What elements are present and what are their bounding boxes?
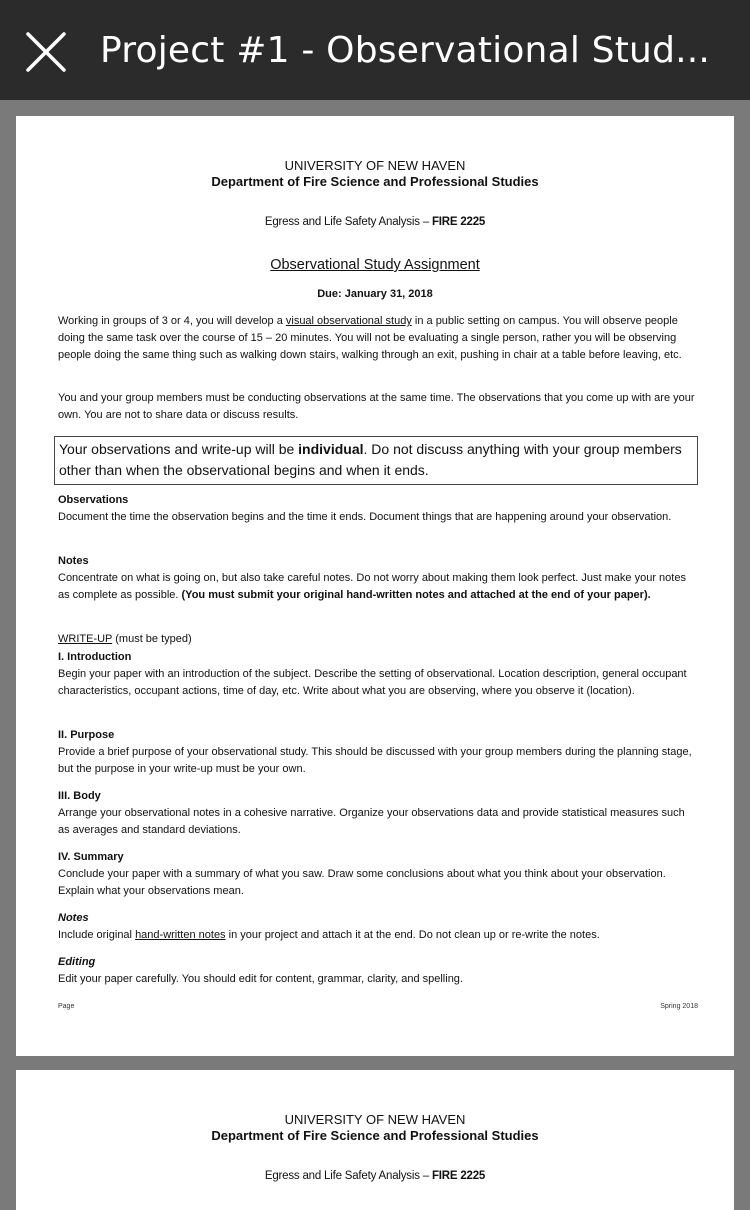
intro-paragraph-1: Working in groups of 3 or 4, you will develop a visual observational study in a public setting on campus. You will observe people doing the same task over the course of 15 – 20 minutes. You will not be evaluating a single person, rather you will be observing people doing the same thing such as walking down stairs, walking through an exit, pushing in chair at a table before leaving, etc. (58, 315, 682, 361)
writeup-heading: WRITE-UP (must be typed) (58, 633, 192, 645)
footer-semester: Spring 2018 (660, 1003, 698, 1010)
notes-text: Concentrate on what is going on, but also take careful notes. Do not worry about making them look perfect. Just make your notes as complete as possible. (You must submit your original hand-written notes and attached at the end of your paper). (58, 572, 686, 601)
summary-heading: IV. Summary (58, 851, 124, 863)
body-text: Arrange your observational notes in a cohesive narrative. Organize your observations data and provide statistical measures such as averages and standard deviations. (58, 807, 685, 836)
editing-text: Edit your paper carefully. You should edit for content, grammar, clarity, and spelling. (58, 973, 463, 985)
department-name-2: Department of Fire Science and Professional Studies (211, 1128, 539, 1143)
document-page-2 (16, 1070, 734, 1210)
due-date: Due: January 31, 2018 (317, 288, 433, 300)
notes-heading: Notes (58, 555, 89, 567)
observations-text: Document the time the observation begins and the time it ends. Document things that are happening around your observation. (58, 511, 672, 523)
close-icon[interactable] (22, 28, 70, 76)
body-heading: III. Body (58, 790, 101, 802)
purpose-text: Provide a brief purpose of your observational study. This should be discussed with your group members during the planning stage, but the purpose in your write-up must be your own. (58, 746, 692, 775)
document-page-1 (16, 116, 734, 1056)
summary-text: Conclude your paper with a summary of what you saw. Draw some conclusions about what you think about your observation. Explain what your observations mean. (58, 868, 666, 897)
notes2-heading: Notes (58, 912, 89, 924)
course-title: Egress and Life Safety Analysis – FIRE 2225 (264, 216, 486, 228)
individual-notice-box: Your observations and write-up will be individual. Do not discuss anything with your group members other than when the observational begins and when it ends. (54, 436, 698, 485)
footer-page: Page (58, 1003, 75, 1010)
assignment-heading: Observational Study Assignment (270, 257, 480, 273)
document-title: Project #1 - Observational Stud... (100, 30, 711, 71)
introduction-heading: I. Introduction (58, 651, 132, 663)
purpose-heading: II. Purpose (58, 729, 115, 741)
department-name: Department of Fire Science and Professional Studies (211, 174, 539, 189)
course-title-2: Egress and Life Safety Analysis – FIRE 2225 (264, 1170, 486, 1182)
top-bar (0, 0, 750, 100)
notes2-text: Include original hand-written notes in your project and attach it at the end. Do not clean up or re-write the notes. (58, 929, 600, 941)
observations-heading: Observations (58, 494, 129, 506)
introduction-text: Begin your paper with an introduction of the subject. Describe the setting of observational. Location description, general occupant characteristics, occupant actions, time of day, etc. Write about what you are observing, where you observe it (location). (58, 668, 687, 697)
editing-heading: Editing (58, 956, 96, 968)
observational-study-link: visual observational study (285, 315, 412, 327)
intro-paragraph-2: You and your group members must be conducting observations at the same time. The observations that you come up with are your own. You are not to share data or discuss results. (58, 392, 695, 421)
university-name: UNIVERSITY OF NEW HAVEN (284, 158, 466, 173)
university-name-2: UNIVERSITY OF NEW HAVEN (284, 1112, 466, 1127)
